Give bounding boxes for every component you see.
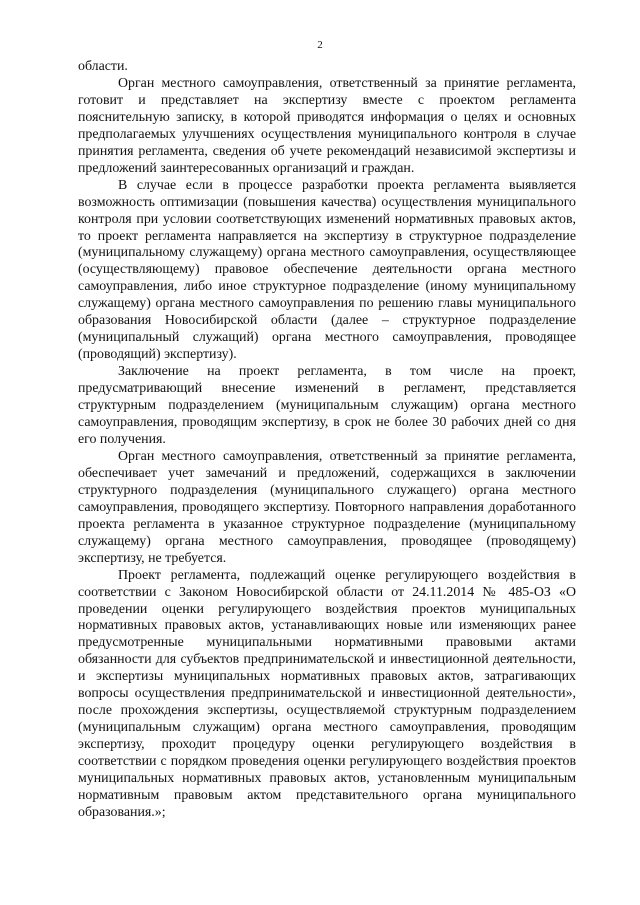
paragraph-explanatory-note: Орган местного самоуправления, ответственный за принятие регламента, готовит и представляет на экспертизу вместе с проектом регламента пояснительную записку, в которой приводятся информация о целях и основных предполагаемых улучшениях осуществления муниципального контроля в случае принятия регламента, сведения об учете рекомендаций независимой экспертизы и предложений заинтересованных организаций и граждан. [78, 75, 576, 176]
paragraph-remarks-accounting: Орган местного самоуправления, ответственный за принятие регламента, обеспечивает учет замечаний и предложений, содержащихся в заключении структурного подразделения (муниципального служащего) органа местного самоуправления, проводящего экспертизу. Повторного направления доработанного проекта регламента в указанное структурное подразделение (муниципальному служащему) органа местного самоуправления, проводящее (проводящему) экспертизу, не требуется. [78, 448, 576, 566]
paragraph-conclusion-deadline: Заключение на проект регламента, в том числе на проект, предусматривающий внесение изменений в регламент, представляется структурным подразделением (муниципальным служащим) органа местного самоуправления, проводящим экспертизу, в срок не более 30 рабочих дней со дня его получения. [78, 364, 576, 447]
document-body [78, 59, 576, 822]
page-number: 2 [317, 39, 323, 51]
paragraph-optimization: В случае если в процессе разработки проекта регламента выявляется возможность оптимизации (повышения качества) осуществления муниципального контроля при условии соответствующих изменений нормативных правовых актов, то проект регламента направляется на экспертизу в структурное подразделение (муниципальному служащему) органа местного самоуправления, осуществляющее (осуществляющему) правовое обеспечение деятельности органа местного самоуправления, либо иное структурное подразделение (иному муниципальному служащему) органа местного самоуправления по решению главы муниципального образования Новосибирской области (далее – структурное подразделение (муниципальный служащий) органа местного самоуправления, проводящее (проводящий) экспертизу). [78, 177, 576, 363]
paragraph-regulatory-impact: Проект регламента, подлежащий оценке регулирующего воздействия в соответствии с Законом Новосибирской области от 24.11.2014 № 485-ОЗ «О проведении оценки регулирующего воздействия проектов муниципальных нормативных правовых актов, устанавливающих новые или изменяющих ранее предусмотренные муниципальными нормативными правовыми актами обязанности для субъектов предпринимательской и инвестиционной деятельности, и экспертизы муниципальных нормативных правовых актов, затрагивающих вопросы осуществления предпринимательской и инвестиционной деятельности», после прохождения экспертизы, осуществляемой структурным подразделением (муниципальным служащим) органа местного самоуправления, проводящим экспертизу, проходит процедуру оценки регулирующего воздействия в соответствии с порядком проведения оценки регулирующего воздействия проектов муниципальных нормативных правовых актов, установленным муниципальным нормативным правовым актом представительного органа муниципального образования.»; [78, 567, 576, 820]
paragraph-continuation: области. [78, 59, 128, 74]
